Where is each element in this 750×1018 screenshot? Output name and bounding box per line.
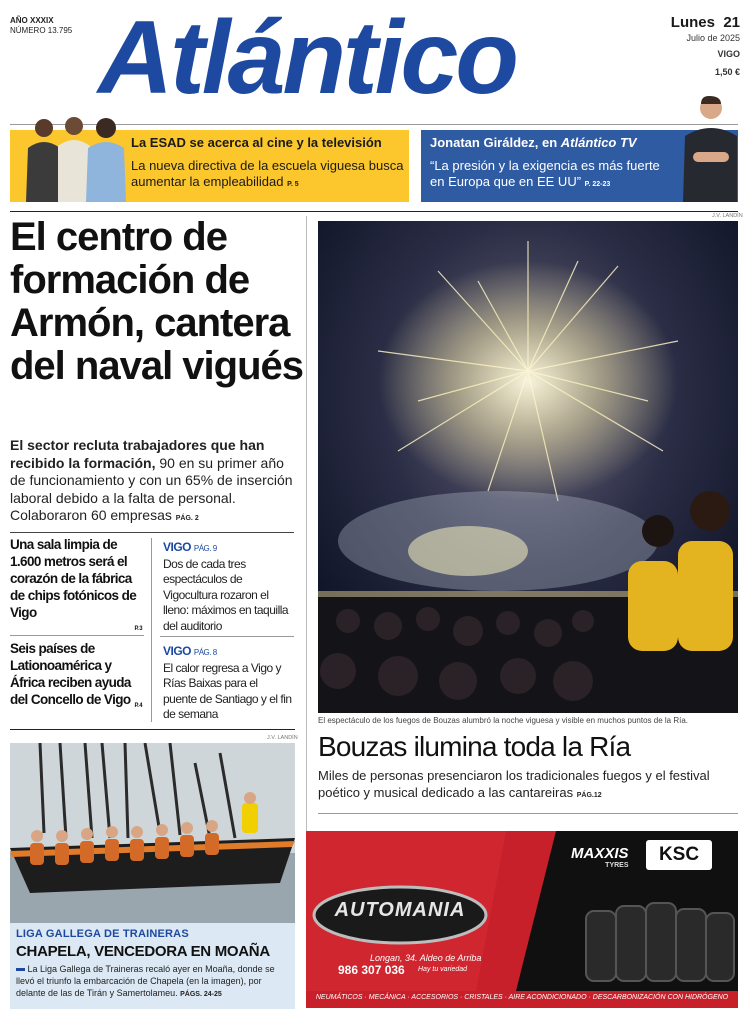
city: VIGO bbox=[717, 49, 740, 59]
ad-phone: 986 307 036 bbox=[338, 963, 405, 977]
teasers-divider bbox=[10, 211, 738, 212]
coach-photo bbox=[679, 96, 739, 202]
bouzas-page: PÁG.12 bbox=[576, 792, 602, 799]
date-box bbox=[671, 14, 740, 77]
edition-number: NÚMERO 13.795 bbox=[10, 26, 73, 35]
rowing-body: La Liga Gallega de Traineras recaló ayer en Moaña, donde se llevó el triunfo la embarcación de Chapela (en la imagen), por delante de las de Tirán y Samertolameu. PÁGS. 24-25 bbox=[16, 964, 275, 998]
masthead-logo[interactable] bbox=[98, 2, 658, 114]
price: 1,50 € bbox=[714, 67, 740, 77]
briefs-divider bbox=[10, 532, 294, 533]
ad-services: NEUMÁTICOS · MECÁNICA · ACCESORIOS · CRISTALES · AIRE ACONDICIONADO · DESCARBONIZACIÓN CON HIDRÓGENO bbox=[315, 994, 729, 1001]
edition-info bbox=[10, 16, 72, 36]
brief-calor-page: PÁG. 8 bbox=[193, 648, 217, 657]
ad-slogan: Hay tu variedad bbox=[418, 966, 468, 973]
teaser-giraldez-title: Jonatan Giráldez, en Atlántico TV bbox=[430, 135, 637, 150]
lead-headline[interactable]: El centro de formación de Armón, cantera del naval vigués bbox=[10, 215, 304, 388]
weekday: Lunes bbox=[670, 14, 715, 31]
rowing-kicker: LIGA GALLEGA DE TRAINERAS bbox=[16, 928, 189, 940]
fireworks-caption: El espectáculo de los fuegos de Bouzas alumbró la noche viguesa y visible en muchos puntos de la Ría. bbox=[318, 716, 688, 725]
briefs-column-divider bbox=[151, 538, 152, 722]
month-year: Julio de 2025 bbox=[686, 33, 740, 43]
ad-brand-maxxis-sub: TYRES bbox=[605, 862, 629, 869]
brief-vigocultura-page: PÁG. 9 bbox=[193, 544, 217, 553]
fireworks-photo[interactable] bbox=[318, 221, 738, 713]
bouzas-body: Miles de personas presenciaron los tradicionales fuegos y el festival poético y musical dedicado a las cantareiras PÁG.12 bbox=[318, 768, 710, 800]
brief-vigocultura[interactable]: VIGO PÁG. 9 Dos de cada tres espectáculos de Vigocultura rozaron el lleno: máximos en taquilla del auditorio bbox=[163, 540, 289, 633]
rowing-headline: CHAPELA, VENCEDORA EN MOAÑA bbox=[16, 943, 270, 960]
brief-vigocultura-tag: VIGO bbox=[163, 540, 192, 554]
automania-ad[interactable] bbox=[306, 831, 738, 1008]
lead-body: El sector recluta trabajadores que han recibido la formación, 90 en su primer año de funcionamiento y con un 65% de inserción laboral debido a la falta de personal. Colaboraron 60 empresas PÁG. 2 bbox=[10, 437, 293, 523]
brief-left-divider bbox=[10, 635, 144, 636]
teaser-esad[interactable] bbox=[10, 130, 409, 202]
logo-text: Atlántico bbox=[98, 0, 516, 116]
ad-brand-automania: AUTOMANIA bbox=[334, 899, 466, 921]
photo-credit-rowing: J.V. LANDÍN bbox=[267, 735, 298, 741]
ad-brand-maxxis: MAXXIS TYRES bbox=[571, 845, 629, 869]
brief-calor[interactable]: VIGO PÁG. 8 El calor regresa a Vigo y Rías Baixas para el puente de Santiago y el fin de semana bbox=[163, 644, 292, 721]
brief-chips-page: P. 3 bbox=[134, 626, 142, 632]
teaser-giraldez-body: “La presión y la exigencia es más fuerte en Europa que en EE UU” P. 22-23 bbox=[430, 158, 660, 189]
rowing-bullet-icon bbox=[16, 968, 25, 971]
fireworks-image bbox=[318, 221, 738, 713]
rowing-page: PÁGS. 24-25 bbox=[180, 991, 222, 998]
lead-page: PÁG. 2 bbox=[175, 515, 199, 522]
rowing-story[interactable] bbox=[10, 923, 295, 1009]
day-number: 21 bbox=[723, 14, 740, 31]
rowing-image bbox=[10, 743, 295, 923]
teaser-esad-title: La ESAD se acerca al cine y la televisión bbox=[131, 135, 382, 150]
brief-calor-tag: VIGO bbox=[163, 644, 192, 658]
rowing-photo[interactable] bbox=[10, 743, 295, 923]
photo-credit-fireworks: J.V. LANDÍN bbox=[712, 213, 743, 219]
ad-brand-ksc: KSC bbox=[646, 840, 712, 870]
brief-right-divider bbox=[160, 636, 294, 637]
brief-latam-page: P. 4 bbox=[134, 703, 142, 709]
teaser-esad-body: La nueva directiva de la escuela viguesa busca aumentar la empleabilidad P. 5 bbox=[131, 158, 404, 189]
staff-photo bbox=[14, 114, 134, 202]
rowing-divider bbox=[10, 729, 295, 730]
ad-address: Longan, 34. Aldeo de Arriba bbox=[370, 953, 482, 963]
brief-chips[interactable]: Una sala limpia de 1.600 metros será el corazón de la fábrica de chips fotónicos de Vigo P. 3 bbox=[10, 536, 142, 638]
teaser-giraldez-page: P. 22-23 bbox=[584, 181, 611, 188]
brief-latam[interactable]: Seis países de Lationoamérica y África reciben ayuda del Concello de Vigo P. 4 bbox=[10, 640, 142, 715]
bouzas-headline[interactable]: Bouzas ilumina toda la Ría bbox=[318, 731, 631, 762]
bouzas-divider bbox=[318, 813, 738, 814]
teaser-esad-page: P. 5 bbox=[287, 181, 299, 188]
teaser-giraldez[interactable] bbox=[421, 130, 738, 202]
edition-year: AÑO XXXIX bbox=[10, 16, 54, 25]
